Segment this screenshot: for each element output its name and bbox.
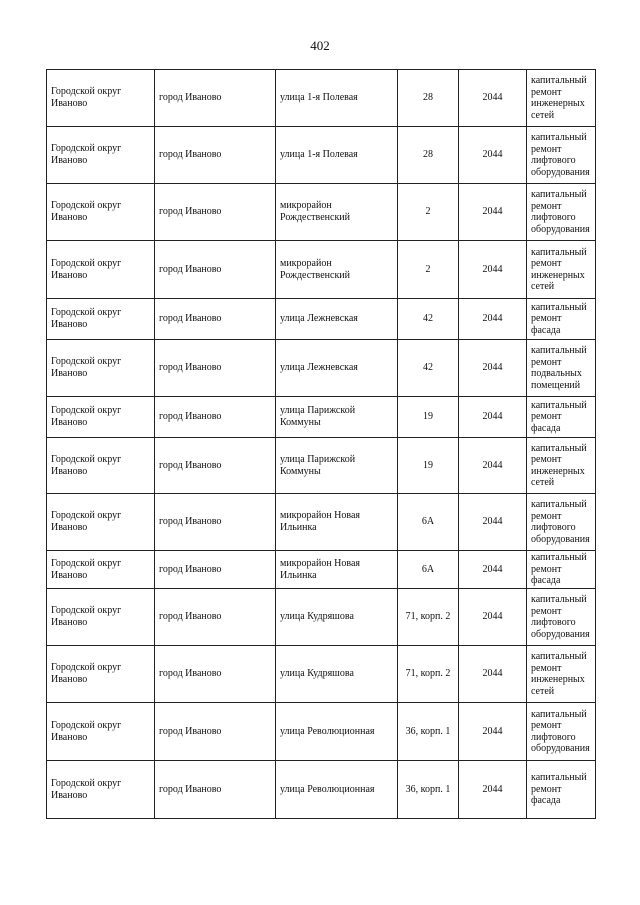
district-cell: Городской округ Иваново <box>47 70 155 127</box>
city-cell: город Иваново <box>155 646 276 703</box>
street-cell: улица Революционная <box>276 703 398 761</box>
year-cell: 2044 <box>459 127 527 184</box>
street-cell: улица Лежневская <box>276 299 398 340</box>
house-cell: 6А <box>398 494 459 551</box>
house-cell: 36, корп. 1 <box>398 761 459 819</box>
work-type-cell: капитальный ремонт лифтового оборудования <box>527 703 596 761</box>
year-cell: 2044 <box>459 646 527 703</box>
city-cell: город Иваново <box>155 241 276 299</box>
table-row <box>47 397 596 438</box>
page-number: 402 <box>310 38 330 53</box>
year-cell: 2044 <box>459 397 527 438</box>
district-cell: Городской округ Иваново <box>47 340 155 397</box>
table-row <box>47 340 596 397</box>
district-cell: Городской округ Иваново <box>47 761 155 819</box>
table-row <box>47 703 596 761</box>
table-row <box>47 299 596 340</box>
year-cell: 2044 <box>459 241 527 299</box>
house-cell: 36, корп. 1 <box>398 703 459 761</box>
city-cell: город Иваново <box>155 340 276 397</box>
repair-schedule-table <box>46 69 596 819</box>
street-cell: микрорайон Новая Ильинка <box>276 551 398 589</box>
house-cell: 42 <box>398 299 459 340</box>
house-cell: 2 <box>398 241 459 299</box>
work-type-cell: капитальный ремонт фасада <box>527 299 596 340</box>
table-row <box>47 589 596 646</box>
work-type-cell: капитальный ремонт лифтового оборудования <box>527 184 596 241</box>
city-cell: город Иваново <box>155 438 276 494</box>
district-cell: Городской округ Иваново <box>47 299 155 340</box>
work-type-cell: капитальный ремонт инженерных сетей <box>527 241 596 299</box>
city-cell: город Иваново <box>155 184 276 241</box>
city-cell: город Иваново <box>155 70 276 127</box>
year-cell: 2044 <box>459 761 527 819</box>
city-cell: город Иваново <box>155 397 276 438</box>
house-cell: 19 <box>398 438 459 494</box>
year-cell: 2044 <box>459 551 527 589</box>
street-cell: микрорайон Новая Ильинка <box>276 494 398 551</box>
year-cell: 2044 <box>459 340 527 397</box>
house-cell: 19 <box>398 397 459 438</box>
district-cell: Городской округ Иваново <box>47 438 155 494</box>
street-cell: улица Лежневская <box>276 340 398 397</box>
work-type-cell: капитальный ремонт инженерных сетей <box>527 646 596 703</box>
house-cell: 2 <box>398 184 459 241</box>
district-cell: Городской округ Иваново <box>47 703 155 761</box>
year-cell: 2044 <box>459 494 527 551</box>
table-row <box>47 70 596 127</box>
year-cell: 2044 <box>459 70 527 127</box>
street-cell: улица 1-я Полевая <box>276 70 398 127</box>
district-cell: Городской округ Иваново <box>47 589 155 646</box>
city-cell: город Иваново <box>155 589 276 646</box>
house-cell: 71, корп. 2 <box>398 589 459 646</box>
city-cell: город Иваново <box>155 761 276 819</box>
district-cell: Городской округ Иваново <box>47 241 155 299</box>
city-cell: город Иваново <box>155 494 276 551</box>
work-type-cell: капитальный ремонт фасада <box>527 761 596 819</box>
table-row <box>47 551 596 589</box>
work-type-cell: капитальный ремонт лифтового оборудования <box>527 589 596 646</box>
district-cell: Городской округ Иваново <box>47 646 155 703</box>
work-type-cell: капитальный ремонт фасада <box>527 397 596 438</box>
city-cell: город Иваново <box>155 299 276 340</box>
street-cell: улица Парижской Коммуны <box>276 438 398 494</box>
year-cell: 2044 <box>459 438 527 494</box>
work-type-cell: капитальный ремонт фасада <box>527 551 596 589</box>
year-cell: 2044 <box>459 184 527 241</box>
street-cell: улица Кудряшова <box>276 589 398 646</box>
work-type-cell: капитальный ремонт лифтового оборудования <box>527 494 596 551</box>
house-cell: 28 <box>398 70 459 127</box>
work-type-cell: капитальный ремонт подвальных помещений <box>527 340 596 397</box>
city-cell: город Иваново <box>155 703 276 761</box>
table-row <box>47 494 596 551</box>
house-cell: 71, корп. 2 <box>398 646 459 703</box>
year-cell: 2044 <box>459 703 527 761</box>
table-row <box>47 184 596 241</box>
street-cell: улица Революционная <box>276 761 398 819</box>
city-cell: город Иваново <box>155 127 276 184</box>
street-cell: микрорайон Рождественский <box>276 184 398 241</box>
district-cell: Городской округ Иваново <box>47 494 155 551</box>
house-cell: 6А <box>398 551 459 589</box>
street-cell: микрорайон Рождественский <box>276 241 398 299</box>
district-cell: Городской округ Иваново <box>47 184 155 241</box>
table-row <box>47 761 596 819</box>
street-cell: улица Парижской Коммуны <box>276 397 398 438</box>
table-row <box>47 646 596 703</box>
year-cell: 2044 <box>459 589 527 646</box>
table-row <box>47 127 596 184</box>
street-cell: улица Кудряшова <box>276 646 398 703</box>
table-row <box>47 438 596 494</box>
work-type-cell: капитальный ремонт лифтового оборудования <box>527 127 596 184</box>
work-type-cell: капитальный ремонт инженерных сетей <box>527 70 596 127</box>
house-cell: 42 <box>398 340 459 397</box>
district-cell: Городской округ Иваново <box>47 127 155 184</box>
year-cell: 2044 <box>459 299 527 340</box>
district-cell: Городской округ Иваново <box>47 551 155 589</box>
work-type-cell: капитальный ремонт инженерных сетей <box>527 438 596 494</box>
city-cell: город Иваново <box>155 551 276 589</box>
table-row <box>47 241 596 299</box>
house-cell: 28 <box>398 127 459 184</box>
district-cell: Городской округ Иваново <box>47 397 155 438</box>
street-cell: улица 1-я Полевая <box>276 127 398 184</box>
